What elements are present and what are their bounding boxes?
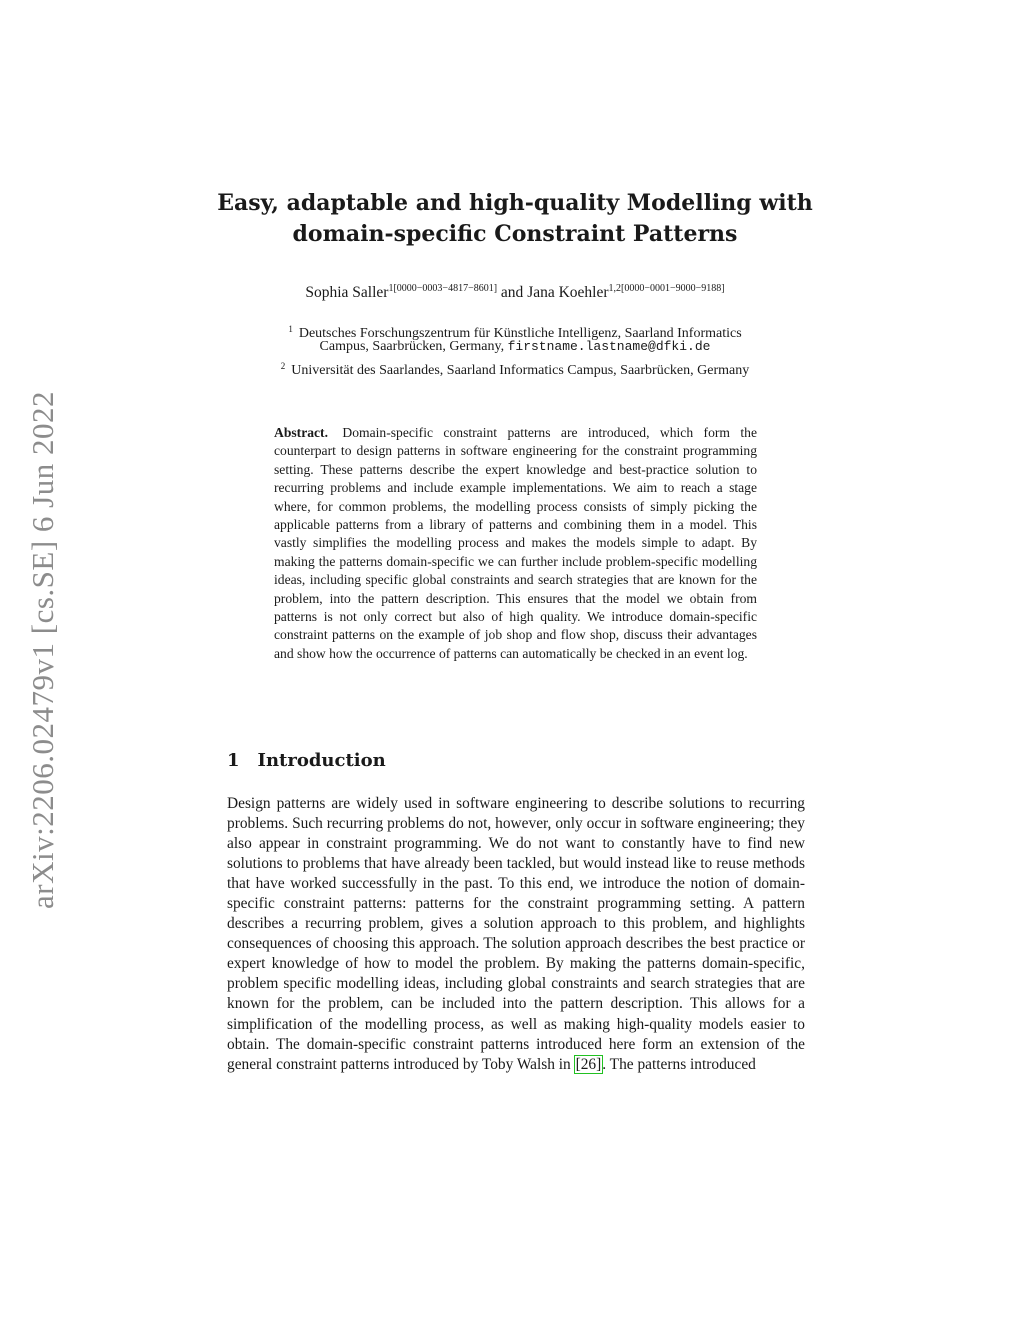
author-list bbox=[200, 283, 830, 302]
introduction-paragraph bbox=[227, 794, 805, 1075]
intro-text-part-2: . The patterns introduced bbox=[602, 1055, 756, 1073]
affiliation-2-text: Universität des Saarlandes, Saarland Informatics Campus, Saarbrücken, Germany bbox=[291, 363, 750, 378]
affiliation-1-number: 1 bbox=[288, 324, 293, 334]
title-line-2: domain-specific Constraint Patterns bbox=[292, 221, 738, 247]
arxiv-identifier: arXiv:2206.02479v1 [cs.SE] 6 Jun 2022 bbox=[25, 391, 60, 909]
affiliation-1-text: Deutsches Forschungszentrum für Künstliche Intelligenz, Saarland Informatics bbox=[298, 326, 742, 341]
abstract-block bbox=[274, 424, 757, 663]
affiliation-2 bbox=[200, 357, 830, 380]
paper-title bbox=[200, 188, 830, 250]
affiliation-email[interactable]: firstname.lastname@dfki.de bbox=[507, 339, 711, 354]
title-line-1: Easy, adaptable and high-quality Modelling with bbox=[217, 190, 813, 216]
author-1-orcid: 1[0000−0003−4817−8601] bbox=[388, 283, 498, 294]
abstract-label: Abstract. bbox=[274, 425, 328, 440]
affiliation-2-number: 2 bbox=[280, 361, 286, 371]
author-connector: and bbox=[497, 284, 528, 301]
author-1-name: Sophia Saller bbox=[305, 284, 389, 301]
citation-link[interactable]: [26] bbox=[575, 1055, 602, 1073]
affiliation-1-location: Campus, Saarbrücken, Germany, bbox=[319, 339, 505, 354]
section-title: Introduction bbox=[257, 750, 386, 771]
author-2-orcid: 1,2[0000−0001−9000−9188] bbox=[608, 283, 725, 294]
author-2-name: Jana Koehler bbox=[527, 284, 609, 301]
intro-text-part-1: Design patterns are widely used in software engineering to describe solutions to recurring problems. Such recurring problems do not, however, only occur in software engineering; they also appear in constraint programming. We do not want to constantly have to find new solutions to problems that have already been tackled, but would instead like to reuse methods that have worked successfully in the past. To this end, we introduce the notion of domain-specific constraint patterns: patterns for the constraint programming setting. A pattern describes a recurring problem, gives a solution approach to this problem, and highlights consequences of choosing this approach. The solution approach describes the best practice or expert knowledge of how to model the problem. By making the patterns domain-specific, problem specific modelling ideas, including global constraints and search strategies that are known for the problem, can be included into the pattern description. This allows for a simplification of the modelling process, as well as making high-quality models easier to obtain. The domain-specific constraint patterns introduced here form an extension of the general constraint patterns introduced by Toby Walsh in bbox=[227, 795, 805, 1073]
section-number: 1 bbox=[227, 750, 240, 771]
abstract-text: Domain-specific constraint patterns are introduced, which form the counterpart to design patterns in software engineering for the constraint programming setting. These patterns describe the expert knowledge and best-practice solution to recurring problems and include example implementations. We aim to reach a stage where, for common problems, the modelling process consists of simply picking the applicable patterns from a library of patterns and combining them in a model. This vastly simplifies the modelling process and makes the models simple to adapt. By making the patterns domain-specific we can further include problem-specific modelling ideas, including specific global constraints and search strategies that are known for the problem, into the pattern description. This ensures that the model we obtain from patterns is not only correct but also of high quality. We introduce domain-specific constraint patterns on the example of job shop and flow shop, discuss their advantages and show how the occurrence of patterns can automatically be checked in an event log. bbox=[274, 425, 757, 661]
section-heading-introduction bbox=[227, 750, 386, 771]
affiliation-1-line-2 bbox=[200, 338, 830, 356]
